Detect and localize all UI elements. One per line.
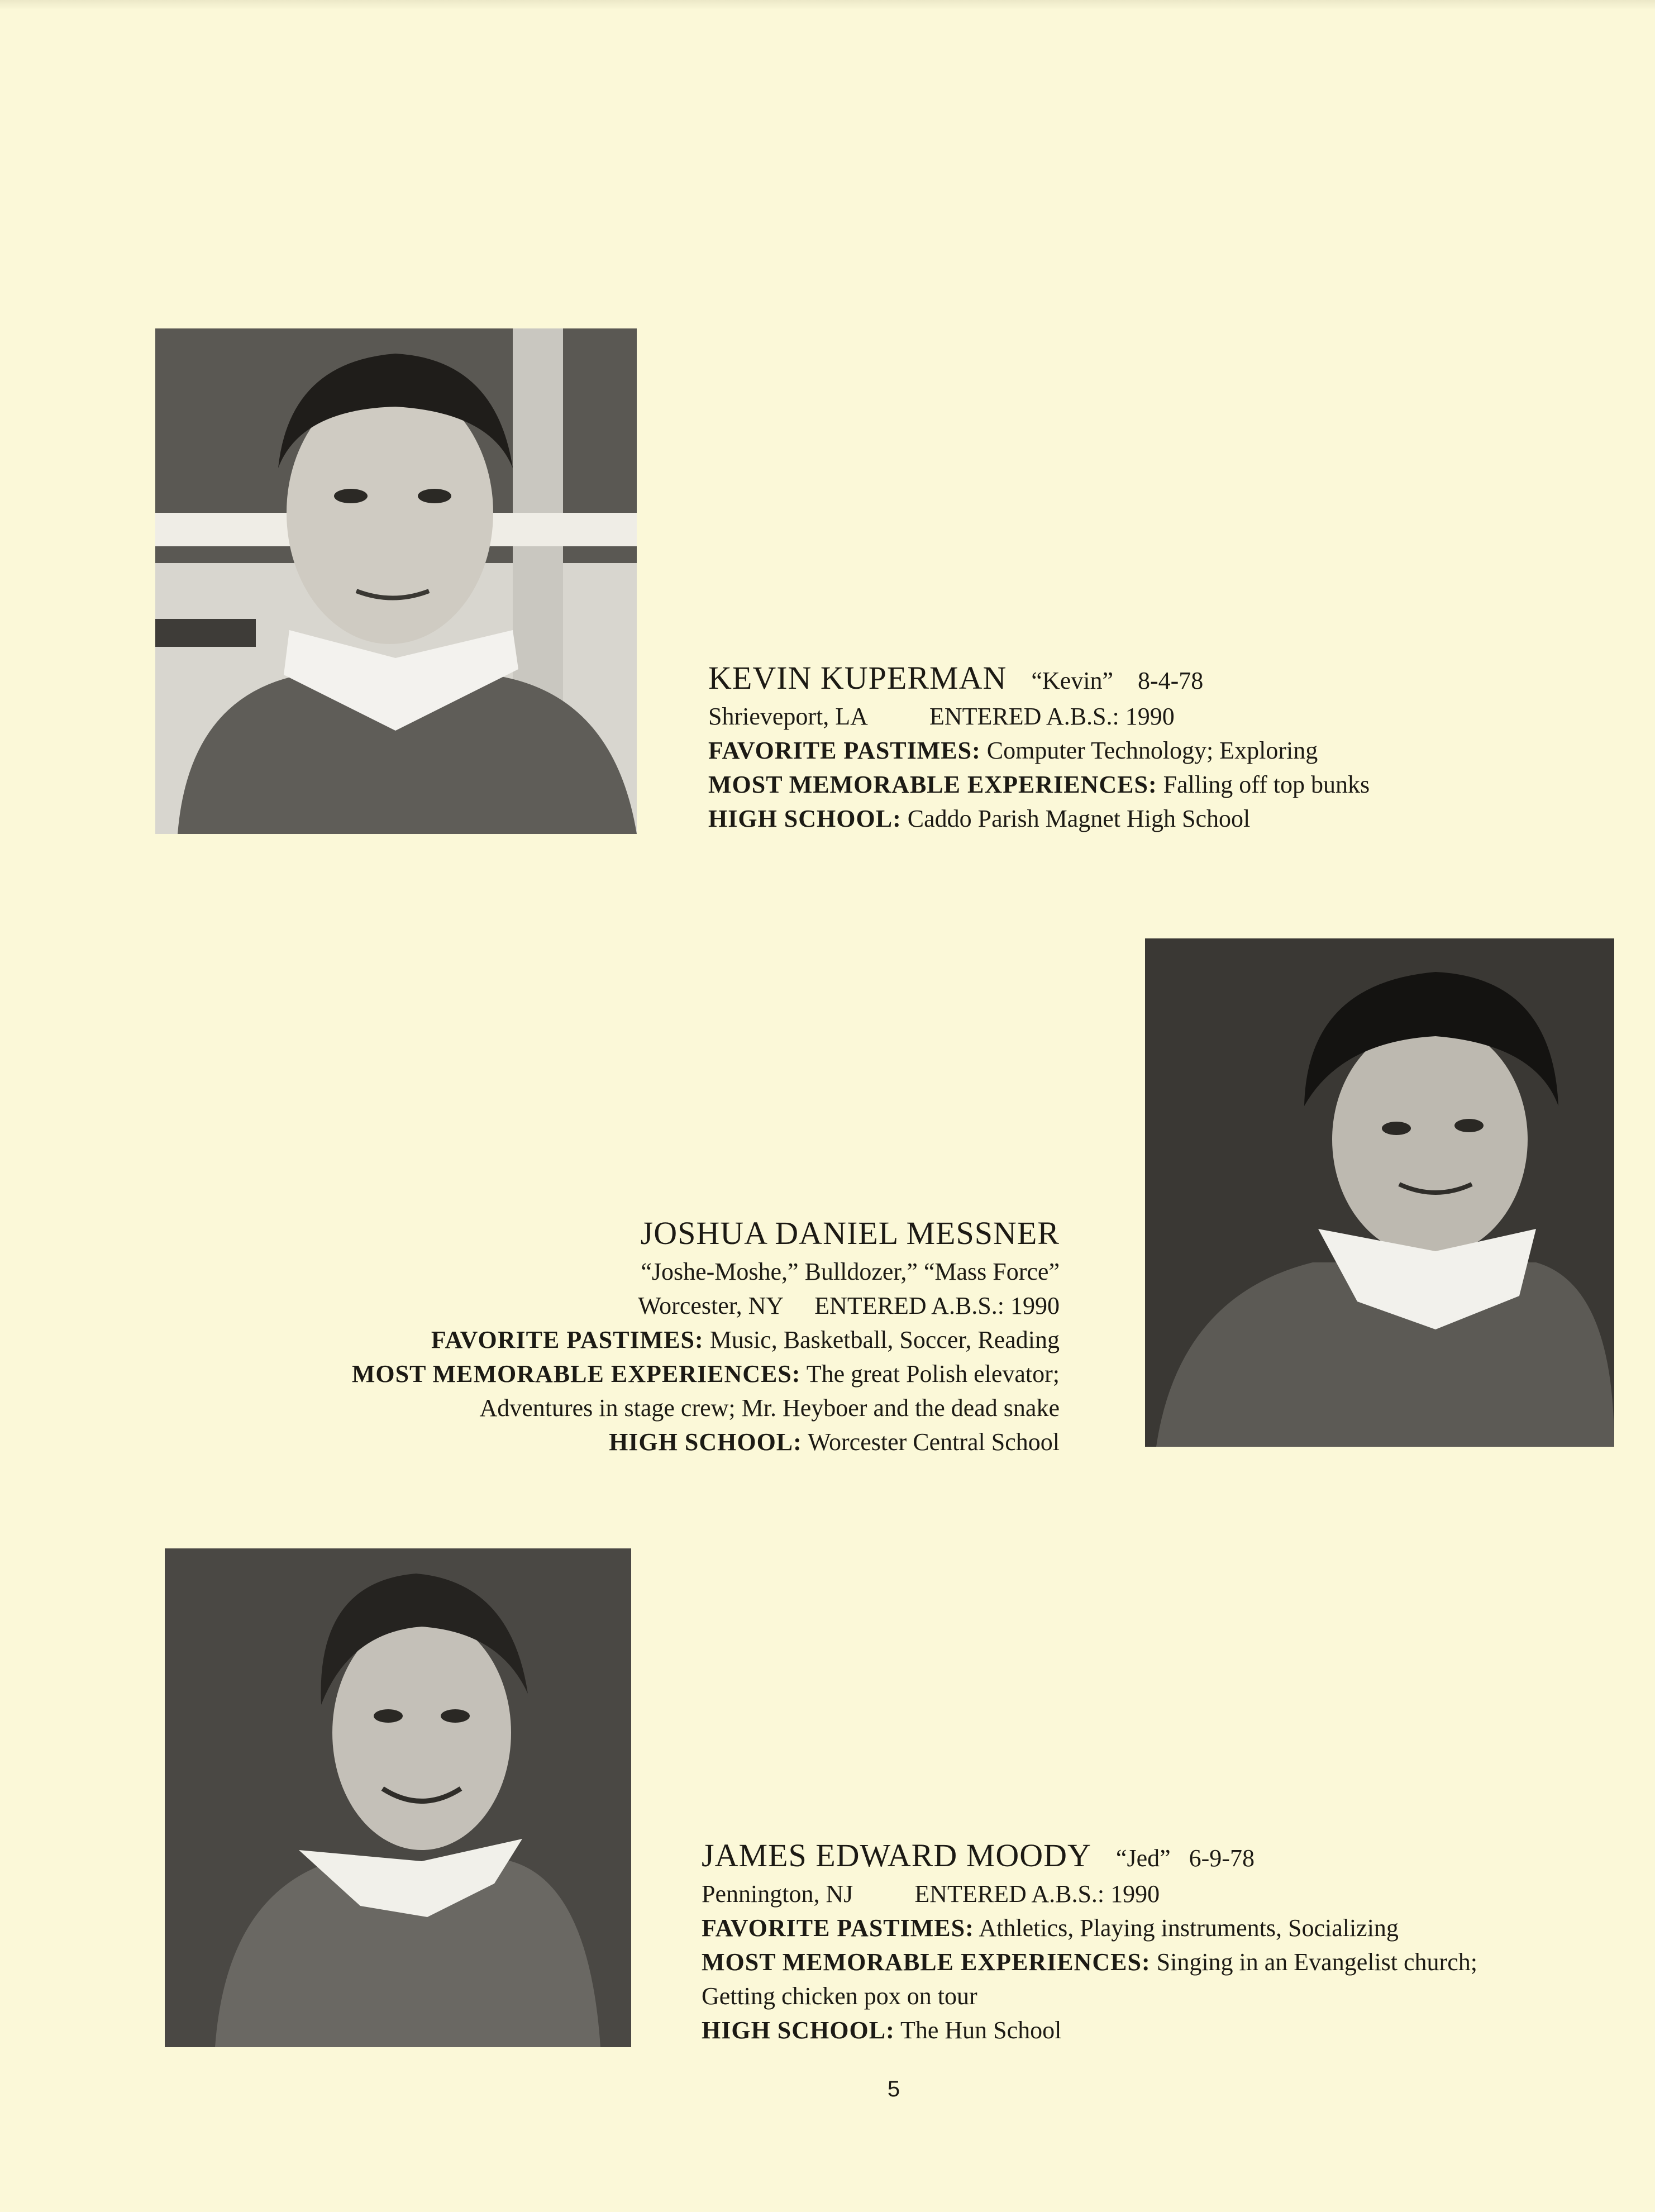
portrait-james-illustration [165,1548,631,2047]
student-hometown: Worcester, NY [638,1292,784,1319]
pastimes-line [352,1323,1060,1357]
student-name: KEVIN KUPERMAN [708,660,1007,696]
memorable-label: MOST MEMORABLE EXPERIENCES: [351,1360,801,1388]
pastimes-line [708,733,1370,767]
entered-year: 1990 [1110,1880,1160,1908]
memorable-value-1: Singing in an Evangelist church; [1156,1948,1477,1976]
portrait-photo-joshua-messner [1145,938,1614,1447]
entered-label: ENTERED A.B.S.: [814,1292,1004,1319]
bio-james-moody [702,1834,1477,2047]
memorable-label: MOST MEMORABLE EXPERIENCES: [702,1948,1151,1976]
hometown-line [352,1289,1060,1323]
memorable-line [708,767,1370,802]
highschool-value: The Hun School [900,2016,1062,2044]
portrait-joshua-illustration [1145,938,1614,1447]
student-nicknames: “Joshe-Moshe,” Bulldozer,” “Mass Force” [641,1258,1060,1285]
entered-year: 1990 [1125,703,1175,730]
hometown-line [708,699,1370,733]
memorable-value-1: The great Polish elevator; [806,1360,1060,1388]
student-nickname: “Jed” [1115,1844,1171,1872]
memorable-line [352,1357,1060,1391]
pastimes-value: Music, Basketball, Soccer, Reading [709,1326,1060,1353]
student-name: JAMES EDWARD MOODY [702,1837,1091,1873]
pastimes-line [702,1911,1477,1945]
hometown-line [702,1877,1477,1911]
highschool-line [702,2013,1477,2047]
student-hometown: Shrieveport, LA [708,703,868,730]
entered-label: ENTERED A.B.S.: [929,703,1119,730]
portrait-photo-james-moody [165,1548,631,2047]
pastimes-label: FAVORITE PASTIMES: [702,1914,974,1942]
memorable-label: MOST MEMORABLE EXPERIENCES: [708,771,1157,798]
page-number: 5 [887,2077,900,2101]
highschool-label: HIGH SCHOOL: [702,2016,895,2044]
portrait-kevin-illustration [155,328,637,834]
pastimes-value: Computer Technology; Exploring [986,737,1318,764]
portrait-photo-kevin-kuperman [155,328,637,834]
student-birthdate: 8-4-78 [1137,667,1204,694]
memorable-value-2: Adventures in stage crew; Mr. Heyboer and the dead snake [479,1394,1060,1422]
bio-kevin-kuperman [708,657,1370,836]
pastimes-label: FAVORITE PASTIMES: [708,737,981,764]
student-name: JOSHUA DANIEL MESSNER [640,1215,1060,1251]
bio-header-line [708,657,1370,699]
student-birthdate: 6-9-78 [1189,1844,1255,1872]
pastimes-label: FAVORITE PASTIMES: [431,1326,704,1353]
highschool-label: HIGH SCHOOL: [708,805,902,832]
memorable-value-2: Getting chicken pox on tour [702,1982,977,2010]
pastimes-value: Athletics, Playing instruments, Socializing [979,1914,1399,1942]
student-hometown: Pennington, NJ [702,1880,853,1908]
page-top-edge [0,0,1655,10]
highschool-value: Caddo Parish Magnet High School [907,805,1251,832]
highschool-label: HIGH SCHOOL: [609,1428,802,1456]
highschool-value: Worcester Central School [808,1428,1060,1456]
entered-year: 1990 [1010,1292,1060,1319]
student-nickname: “Kevin” [1031,667,1113,694]
bio-joshua-messner [352,1212,1060,1459]
highschool-line [352,1425,1060,1459]
memorable-value: Falling off top bunks [1163,771,1370,798]
entered-label: ENTERED A.B.S.: [914,1880,1105,1908]
memorable-line [702,1945,1477,1979]
bio-header-line [702,1834,1477,1877]
highschool-line [708,802,1370,836]
